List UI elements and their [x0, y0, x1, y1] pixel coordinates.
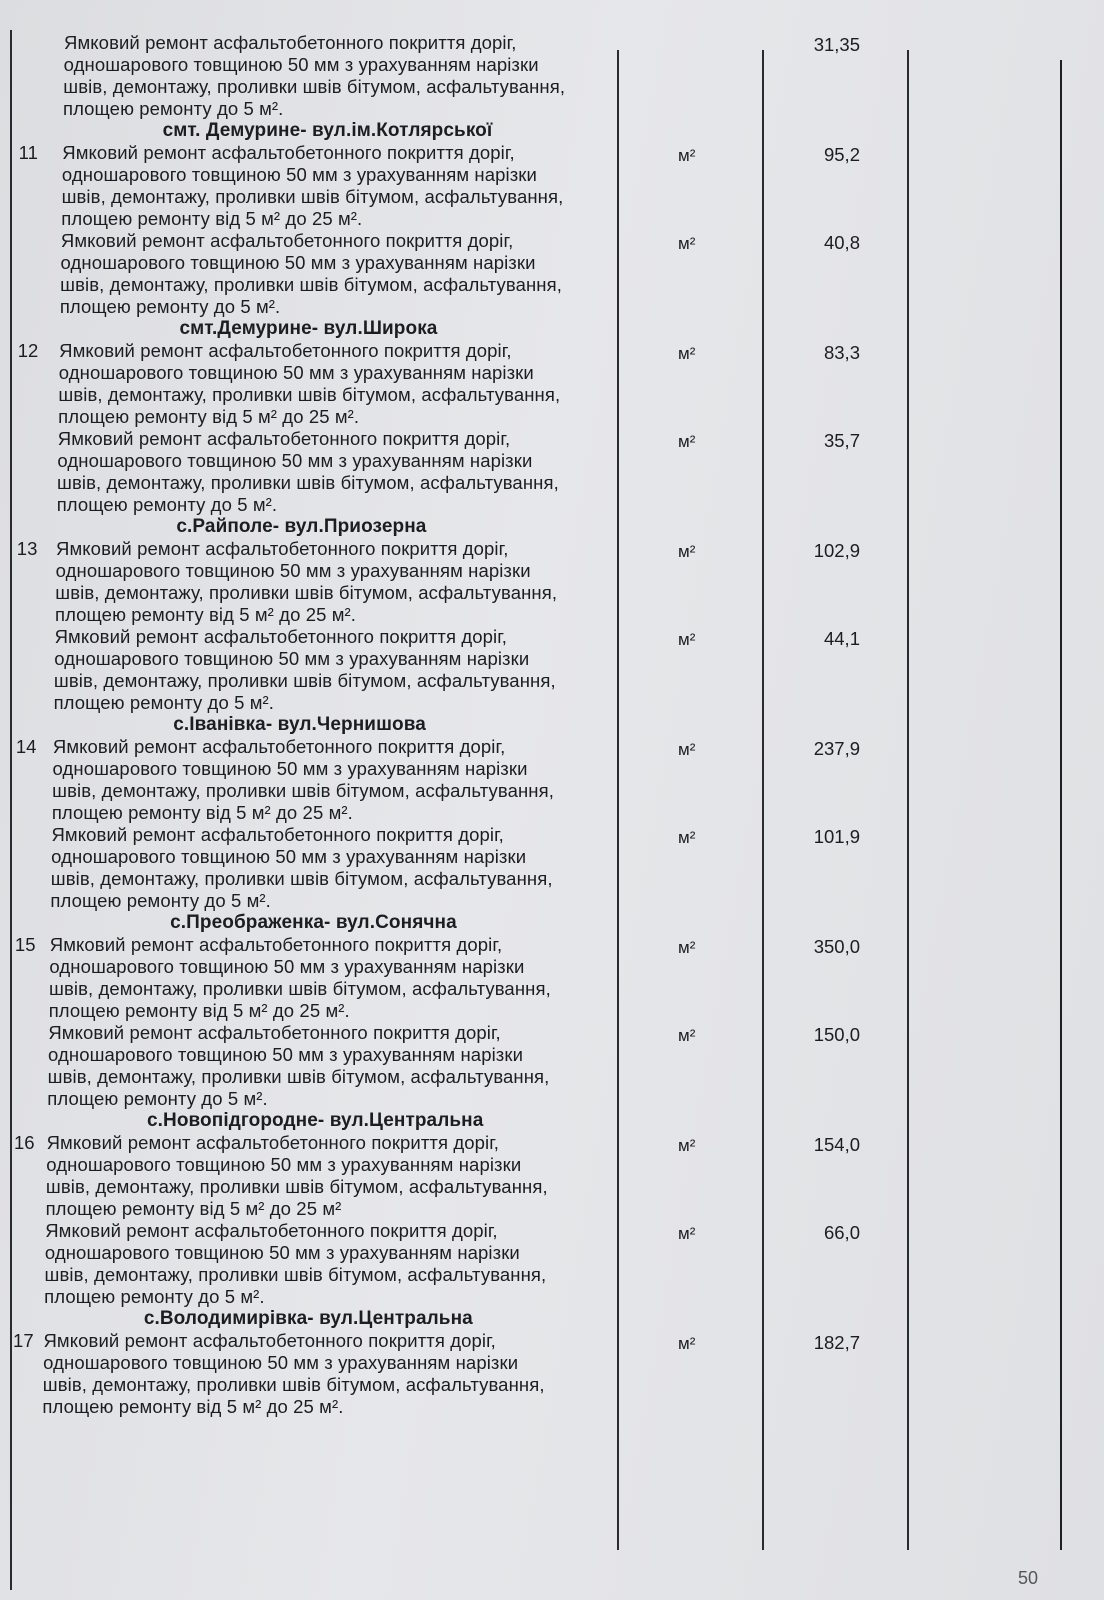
- description-line: швів, демонтажу, проливки швів бітумом, асфальтування,: [49, 978, 551, 999]
- description-line: швів, демонтажу, проливки швів бітумом, асфальтування,: [60, 274, 562, 295]
- table-right-border: [1060, 60, 1062, 1550]
- description-line: одношарового товщиною 50 мм з урахуванням нарізки: [58, 362, 534, 383]
- section-heading: с.Іванівка- вул.Чернишова: [173, 714, 426, 735]
- unit-cell: м²: [678, 1026, 696, 1045]
- quantity-cell: 95,2: [823, 144, 860, 165]
- description-line: одношарового товщиною 50 мм з урахуванням нарізки: [60, 252, 536, 273]
- description-line: площею ремонту від 5 м² до 25 м².: [51, 802, 353, 823]
- table-column-divider-value: [907, 50, 909, 1550]
- row-number: 13: [16, 538, 38, 559]
- row-number: 17: [13, 1330, 34, 1351]
- description-line: Ямковий ремонт асфальтобетонного покриття доріг,: [52, 736, 506, 757]
- quantity-cell: 66,0: [823, 1222, 860, 1243]
- description-line: площею ремонту від 5 м² до 25 м².: [54, 604, 357, 625]
- description-line: площею ремонту від 5 м² до 25 м².: [42, 1396, 344, 1417]
- description-line: швів, демонтажу, проливки швів бітумом, асфальтування,: [53, 670, 556, 691]
- description-line: площею ремонту від 5 м² до 25 м²: [45, 1198, 342, 1219]
- unit-cell: м²: [678, 1334, 696, 1353]
- section-heading: смт. Демурине- вул.ім.Котлярської: [162, 120, 493, 141]
- row-number: 14: [15, 736, 37, 757]
- quantity-cell: 101,9: [813, 826, 860, 847]
- section-heading: смт.Демурине- вул.Широка: [179, 318, 438, 339]
- description-line: площею ремонту до 5 м².: [44, 1286, 265, 1307]
- description-line: Ямковий ремонт асфальтобетонного покриття доріг,: [62, 142, 515, 163]
- unit-cell: м²: [678, 432, 696, 451]
- unit-cell: м²: [678, 234, 696, 253]
- row-number: 15: [14, 934, 36, 955]
- description-line: площею ремонту до 5 м².: [53, 692, 275, 713]
- description-line: одношарового товщиною 50 мм з урахуванням нарізки: [55, 560, 531, 581]
- unit-cell: м²: [678, 938, 696, 957]
- description-line: Ямковий ремонт асфальтобетонного покриття доріг,: [45, 1220, 498, 1241]
- unit-cell: м²: [678, 1224, 696, 1243]
- quantity-cell: 35,7: [823, 430, 860, 451]
- description-line: площею ремонту до 5 м².: [50, 890, 271, 911]
- description-line: одношарового товщиною 50 мм з урахуванням нарізки: [54, 648, 530, 669]
- description-line: площею ремонту від 5 м² до 25 м².: [61, 208, 363, 229]
- section-heading: с.Райполе- вул.Приозерна: [176, 516, 427, 537]
- unit-cell: м²: [678, 146, 696, 165]
- description-line: швів, демонтажу, проливки швів бітумом, асфальтування,: [58, 384, 561, 405]
- row-number: 11: [18, 142, 38, 163]
- unit-cell: м²: [678, 1136, 696, 1155]
- quantity-cell: 83,3: [823, 342, 860, 363]
- description-line: одношарового товщиною 50 мм з урахуванням нарізки: [61, 164, 537, 185]
- section-heading: с.Володимирівка- вул.Центральна: [143, 1308, 473, 1329]
- description-line: швів, демонтажу, проливки швів бітумом, асфальтування,: [61, 186, 564, 207]
- section-heading: с.Преображенка- вул.Сонячна: [170, 912, 457, 933]
- description-line: Ямковий ремонт асфальтобетонного покриття доріг,: [64, 32, 517, 53]
- quantity-cell: 182,7: [813, 1332, 860, 1353]
- description-line: одношарового товщиною 50 мм з урахуванням нарізки: [57, 450, 533, 471]
- quantity-cell: 40,8: [823, 232, 860, 253]
- description-line: площею ремонту від 5 м² до 25 м².: [48, 1000, 350, 1021]
- description-line: площею ремонту до 5 м².: [47, 1088, 268, 1109]
- unit-cell: м²: [678, 740, 696, 759]
- description-line: одношарового товщиною 50 мм з урахуванням нарізки: [63, 54, 539, 75]
- description-line: одношарового товщиною 50 мм з урахуванням нарізки: [51, 846, 527, 867]
- section-heading: с.Новопідгородне- вул.Центральна: [146, 1110, 484, 1131]
- description-line: Ямковий ремонт асфальтобетонного покриття доріг,: [49, 934, 503, 955]
- description-line: Ямковий ремонт асфальтобетонного покриття доріг,: [56, 538, 509, 559]
- description-line: Ямковий ремонт асфальтобетонного покриття доріг,: [60, 230, 514, 251]
- description-line: Ямковий ремонт асфальтобетонного покриття доріг,: [54, 626, 508, 647]
- quantity-cell: 102,9: [813, 540, 860, 561]
- description-line: одношарового товщиною 50 мм з урахуванням нарізки: [49, 956, 525, 977]
- description-line: Ямковий ремонт асфальтобетонного покриття доріг,: [48, 1022, 501, 1043]
- description-line: швів, демонтажу, проливки швів бітумом, асфальтування,: [57, 472, 559, 493]
- quantity-cell: 154,0: [813, 1134, 860, 1155]
- description-line: одношарового товщиною 50 мм з урахуванням нарізки: [48, 1044, 523, 1065]
- description-line: швів, демонтажу, проливки швів бітумом, асфальтування,: [52, 780, 554, 801]
- description-line: площею ремонту до 5 м².: [62, 98, 284, 119]
- description-line: Ямковий ремонт асфальтобетонного покриття доріг,: [57, 428, 511, 449]
- table-column-divider-unit: [762, 50, 764, 1550]
- description-line: одношарового товщиною 50 мм з урахуванням нарізки: [46, 1154, 522, 1175]
- description-line: Ямковий ремонт асфальтобетонного покриття доріг,: [59, 340, 512, 361]
- description-line: швів, демонтажу, проливки швів бітумом, асфальтування,: [50, 868, 553, 889]
- description-line: Ямковий ремонт асфальтобетонного покриття доріг,: [51, 824, 504, 845]
- unit-cell: м²: [678, 344, 696, 363]
- description-line: площею ремонту до 5 м².: [59, 296, 281, 317]
- unit-cell: м²: [678, 828, 696, 847]
- quantity-cell: 350,0: [813, 936, 860, 957]
- table-column-divider-description: [617, 50, 619, 1550]
- description-line: швів, демонтажу, проливки швів бітумом, асфальтування,: [42, 1374, 545, 1395]
- description-line: швів, демонтажу, проливки швів бітумом, асфальтування,: [44, 1264, 547, 1285]
- unit-cell: м²: [678, 542, 696, 561]
- description-line: одношарового товщиною 50 мм з урахуванням нарізки: [44, 1242, 520, 1263]
- quantity-cell: 31,35: [813, 34, 860, 55]
- description-line: площею ремонту від 5 м² до 25 м².: [58, 406, 360, 427]
- description-line: одношарового товщиною 50 мм з урахуванням нарізки: [43, 1352, 519, 1373]
- description-line: Ямковий ремонт асфальтобетонного покриття доріг,: [43, 1330, 496, 1351]
- description-line: швів, демонтажу, проливки швів бітумом, асфальтування,: [47, 1066, 550, 1087]
- description-line: швів, демонтажу, проливки швів бітумом, асфальтування,: [45, 1176, 548, 1197]
- description-line: площею ремонту до 5 м².: [56, 494, 278, 515]
- row-number: 16: [13, 1132, 35, 1153]
- description-line: швів, демонтажу, проливки швів бітумом, асфальтування,: [63, 76, 566, 97]
- unit-cell: м²: [678, 630, 696, 649]
- description-line: одношарового товщиною 50 мм з урахуванням нарізки: [52, 758, 528, 779]
- quantity-cell: 150,0: [813, 1024, 860, 1045]
- description-line: Ямковий ремонт асфальтобетонного покриття доріг,: [46, 1132, 500, 1153]
- table-left-border: [10, 30, 12, 1590]
- description-line: швів, демонтажу, проливки швів бітумом, асфальтування,: [55, 582, 558, 603]
- quantity-cell: 44,1: [823, 628, 860, 649]
- quantity-cell: 237,9: [813, 738, 860, 759]
- row-number: 12: [17, 340, 39, 361]
- page-number: 50: [1018, 1568, 1039, 1588]
